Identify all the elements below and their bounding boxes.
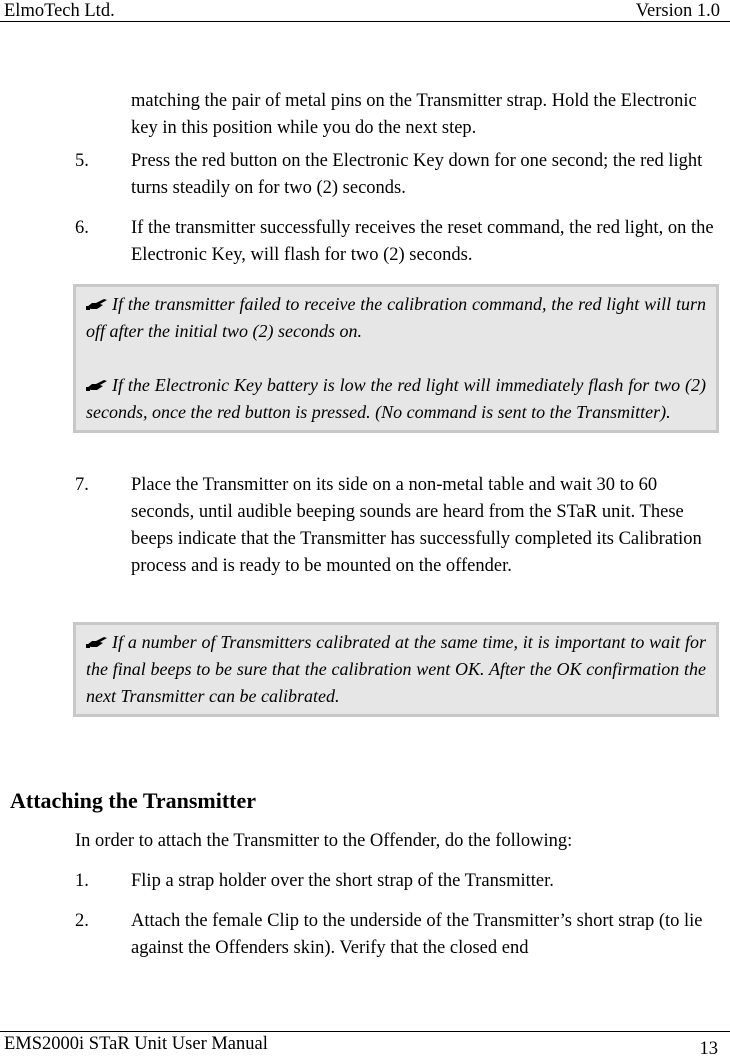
note-text: If a number of Transmitters calibrated at the same time, it is important to wait for the final beeps to be sure that the calibration went OK. After the OK confirmation the next Transmitter can be calibrated. [86, 632, 706, 706]
note-line [86, 629, 706, 710]
note-line [86, 372, 706, 426]
continued-paragraph: matching the pair of metal pins on the Transmitter strap. Hold the Electronic key in this position while you do the next step. [131, 91, 697, 138]
footer-manual-title: EMS2000i STaR Unit User Manual [4, 1034, 268, 1054]
header-version: Version 1.0 [635, 1, 720, 21]
step-text: Place the Transmitter on its side on a non-metal table and wait 30 to 60 seconds, until audible beeping sounds are heard from the STaR unit. These beeps indicate that the Transmitter has successfully completed its Calibration process and is ready to be mounted on the offender. [131, 475, 702, 576]
step-text: Press the red button on the Electronic Key down for one second; the red light turns steadily on for two (2) seconds. [131, 151, 703, 198]
step-number: 7. [75, 475, 89, 495]
header-rule [0, 21, 730, 22]
section-heading: Attaching the Transmitter [10, 788, 257, 813]
footer-page-number: 13 [699, 1039, 718, 1059]
step-text: If the transmitter successfully receives the reset command, the red light, on the Electronic Key, will flash for two (2) seconds. [131, 218, 714, 265]
footer-rule [0, 1031, 730, 1032]
step-number: 6. [75, 218, 89, 238]
step-text: Flip a strap holder over the short strap of the Transmitter. [131, 871, 554, 891]
section-intro: In order to attach the Transmitter to the Offender, do the following: [75, 831, 573, 851]
pointing-hand-icon [86, 297, 108, 311]
step-number: 2. [75, 911, 89, 931]
step-number: 1. [75, 871, 89, 891]
pointing-hand-icon [86, 635, 108, 649]
step-number: 5. [75, 151, 89, 171]
note-text: If the transmitter failed to receive the calibration command, the red light will turn off after the initial two (2) seconds on. [86, 294, 706, 341]
note-line [86, 291, 706, 345]
note-text: If the Electronic Key battery is low the red light will immediately flash for two (2) seconds, once the red button is pressed. (No command is sent to the Transmitter). [86, 375, 706, 422]
header-company: ElmoTech Ltd. [4, 1, 115, 21]
step-text: Attach the female Clip to the underside of the Transmitter’s short strap (to lie against the Offenders skin). Verify that the closed end [131, 911, 703, 958]
pointing-hand-icon [86, 378, 108, 392]
note-box [73, 622, 719, 717]
note-box [73, 284, 719, 433]
